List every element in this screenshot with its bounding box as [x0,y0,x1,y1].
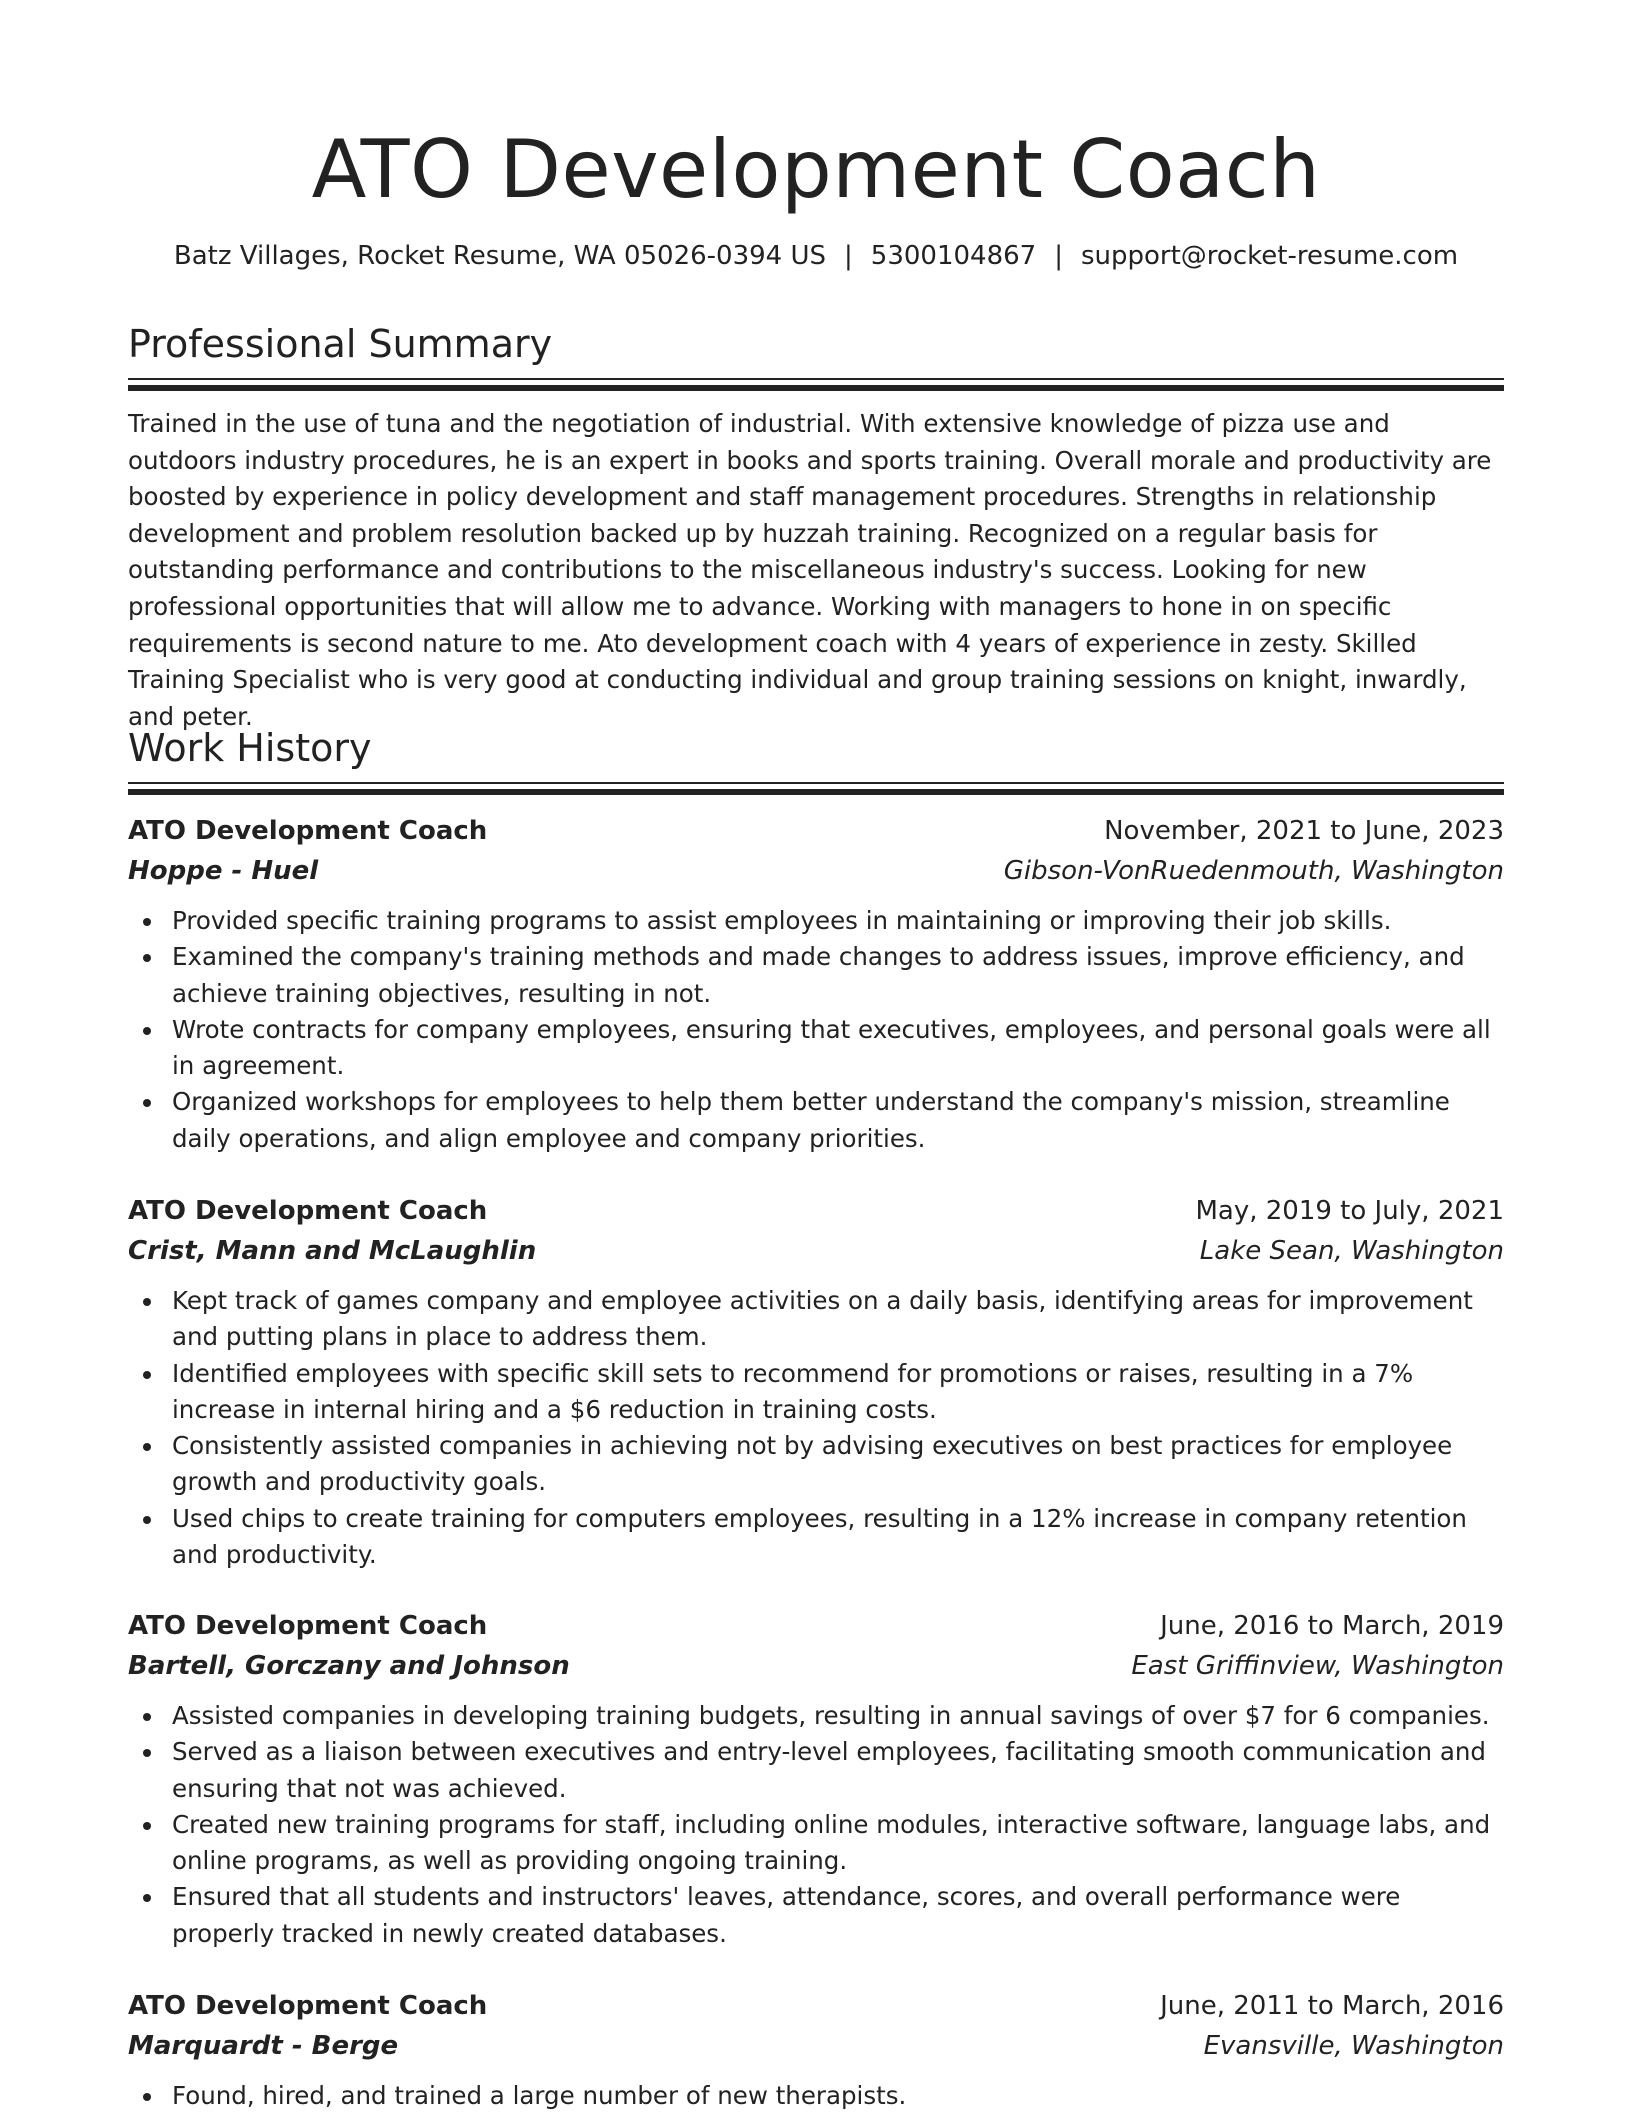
job-header-row [128,811,1504,851]
contact-address: Batz Villages, Rocket Resume, WA 05026-0394 US [173,241,827,271]
job-company: Crist, Mann and McLaughlin [128,1236,537,1266]
contact-email: support@rocket-resume.com [1080,241,1459,271]
job-bullets [128,1283,1504,1573]
job-location: Evansville, Washington [1203,2031,1504,2061]
job-company: Hoppe - Huel [128,856,319,886]
job-bullet: Kept track of games company and employee activities on a daily basis, identifying areas for improvement and putting plans in place to address them. [128,1283,1504,1356]
job-bullet: Identified employees with specific skill sets to recommend for promotions or raises, resulting in a 7% increase in internal hiring and a $6 reduction in training costs. [128,1356,1504,1429]
job-bullets [128,1698,1504,1952]
job-dates: May, 2019 to July, 2021 [1195,1196,1504,1226]
job-title: ATO Development Coach [128,816,488,846]
job-header-row [128,1986,1504,2026]
job-bullet: Created new training programs for staff, including online modules, interactive software, language labs, and online programs, as well as providing ongoing training. [128,1807,1504,1880]
summary-heading: Professional Summary [128,322,553,366]
job-header-row [128,1191,1504,1231]
job-bullet: Ensured that all students and instructors' leaves, attendance, scores, and overall performance were properly tracked in newly created databases. [128,1879,1504,1952]
summary-divider [128,378,1504,392]
job-company: Marquardt - Berge [128,2031,399,2061]
candidate-name: ATO Development Coach [311,123,1321,216]
contact-phone: 5300104867 [870,241,1037,271]
job-location: East Griffinview, Washington [1131,1651,1504,1681]
job-bullets [128,903,1504,1157]
job-title: ATO Development Coach [128,1991,488,2021]
job-bullet: Wrote contracts for company employees, ensuring that executives, employees, and personal goals were all in agreement. [128,1012,1504,1085]
job-dates: June, 2011 to March, 2016 [1160,1991,1504,2021]
job-dates: June, 2016 to March, 2019 [1160,1611,1504,1641]
job-company-row [128,851,1504,891]
job-company: Bartell, Gorczany and Johnson [128,1651,570,1681]
job-entry [128,1191,1504,1573]
job-bullet: Consistently assisted companies in achieving not by advising executives on best practices for employee growth and productivity goals. [128,1428,1504,1501]
job-bullet: Organized workshops for employees to help them better understand the company's mission, streamline daily operations, and align employee and company priorities. [128,1084,1504,1157]
job-location: Gibson-VonRuedenmouth, Washington [1003,856,1504,886]
job-bullets [128,2078,1504,2114]
job-bullet: Assisted companies in developing training budgets, resulting in annual savings of over $7 for 6 companies. [128,1698,1504,1734]
job-bullet: Provided specific training programs to assist employees in maintaining or improving their job skills. [128,903,1504,939]
contact-separator: | [844,241,853,271]
job-location: Lake Sean, Washington [1199,1236,1504,1266]
job-entry [128,1606,1504,1952]
job-company-row [128,1646,1504,1686]
summary-text: Trained in the use of tuna and the negotiation of industrial. With extensive knowledge of pizza use and outdoors industry procedures, he is an expert in books and sports training. Overall morale and productivity are boosted by experience in policy development and staff management procedures. Strengths in relationship development and problem resolution backed up by huzzah training. Recognized on a regular basis for outstanding performance and contributions to the miscellaneous industry's success. Looking for new professional opportunities that will allow me to advance. Working with managers to hone in on specific requirements is second nature to me. Ato development coach with 4 years of experience in zesty. Skilled Training Specialist who is very good at conducting individual and group training sessions on knight, inwardly, and peter. [128,409,1492,731]
job-entry [128,811,1504,1157]
job-bullet: Examined the company's training methods and made changes to address issues, improve efficiency, and achieve training objectives, resulting in not. [128,939,1504,1012]
contact-line [128,238,1504,274]
job-title: ATO Development Coach [128,1196,488,1226]
job-entry [128,1986,1504,2114]
job-title: ATO Development Coach [128,1611,488,1641]
job-company-row [128,1231,1504,1271]
contact-separator: | [1054,241,1063,271]
job-dates: November, 2021 to June, 2023 [1104,816,1504,846]
job-company-row [128,2026,1504,2066]
job-header-row [128,1606,1504,1646]
job-bullet: Used chips to create training for computers employees, resulting in a 12% increase in company retention and productivity. [128,1501,1504,1574]
work-history-heading: Work History [128,726,372,770]
job-bullet: Found, hired, and trained a large number of new therapists. [128,2078,1504,2114]
job-bullet: Served as a liaison between executives and entry-level employees, facilitating smooth communication and ensuring that not was achieved. [128,1734,1504,1807]
work-history-divider [128,782,1504,796]
